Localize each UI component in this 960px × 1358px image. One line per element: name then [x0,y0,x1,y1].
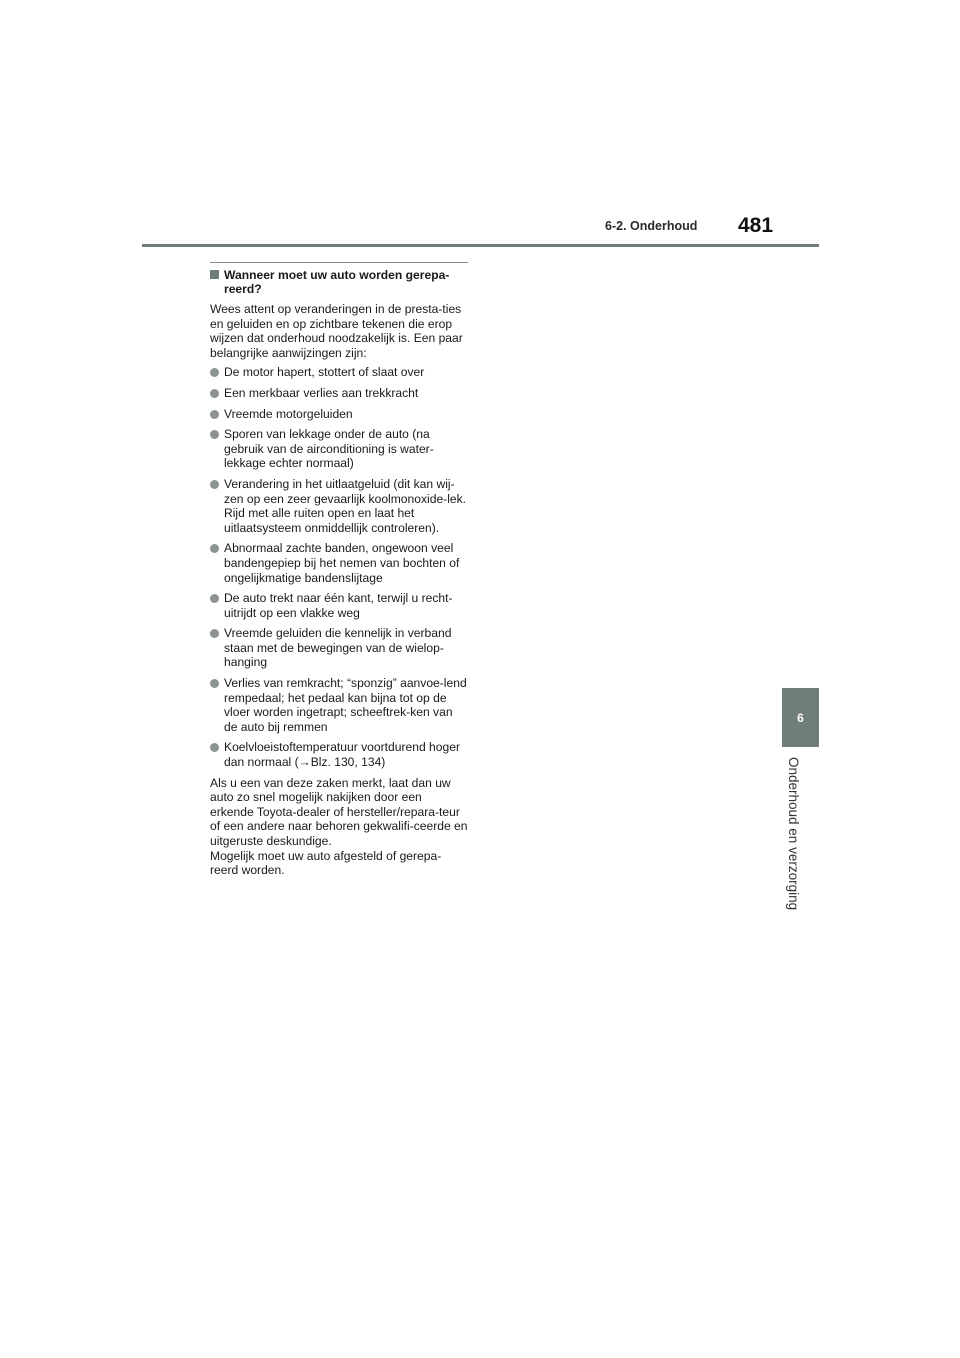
bullet-icon [210,430,219,439]
section-divider [210,262,468,263]
section-header: 6-2. Onderhoud [605,219,698,233]
bullet-icon [210,594,219,603]
closing-paragraph: Als u een van deze zaken merkt, laat dan uw auto zo snel mogelijk nakijken door een erkende Toyota-dealer of hersteller/repara-teur of een andere naar behoren gekwalifi-ceerde en uitgeruste deskundige. [210,775,468,848]
bullet-icon [210,743,219,752]
page-number: 481 [738,214,774,237]
section-heading [210,268,468,296]
list-item: Abnormaal zachte banden, ongewoon veel bandengepiep bij het nemen van bochten of ongelijkmatige bandenslijtage [210,541,468,585]
chapter-title: Onderhoud en verzorging [786,757,801,911]
bullet-icon [210,679,219,688]
square-bullet-icon [210,270,219,279]
bullet-icon [210,480,219,489]
bullet-icon [210,410,219,419]
list-item: Een merkbaar verlies aan trekkracht [210,386,468,401]
header-divider [142,244,819,247]
list-item: Sporen van lekkage onder de auto (na gebruik van de airconditioning is water-lekkage echter normaal) [210,427,468,471]
list-item: De motor hapert, stottert of slaat over [210,365,468,380]
list-item: De auto trekt naar één kant, terwijl u recht-uitrijdt op een vlakke weg [210,591,468,620]
list-item: Verandering in het uitlaatgeluid (dit kan wij-zen op een zeer gevaarlijk koolmonoxide-lek. Rijd met alle ruiten open en laat het uitlaatsysteem onmiddellijk controleren). [210,477,468,535]
closing-note: Mogelijk moet uw auto afgesteld of gerepa-reerd worden. [210,848,442,878]
chapter-tab [782,688,819,747]
list-item: Verlies van remkracht; “sponzig” aanvoe-lend rempedaal; het pedaal kan bijna tot op de vloer worden ingetrapt; scheeftrek-ken van de auto bij remmen [210,676,468,734]
bullet-icon [210,544,219,553]
bullet-icon [210,389,219,398]
chapter-number: 6 [797,710,804,725]
list-item: Koelvloeistoftemperatuur voortdurend hoger dan normaal (→Blz. 130, 134) [210,740,468,769]
symptom-list [210,365,468,769]
bullet-icon [210,629,219,638]
intro-paragraph: Wees attent op veranderingen in de presta-ties en geluiden en op zichtbare tekenen die erop wijzen dat onderhoud noodzakelijk is. Een paar belangrijke aanwijzingen zijn: [210,302,463,360]
section-title: Wanneer moet uw auto worden gerepa-reerd? [224,268,450,296]
bullet-icon [210,368,219,377]
list-item: Vreemde geluiden die kennelijk in verband staan met de bewegingen van de wielop-hanging [210,626,468,670]
content-column [210,262,468,878]
list-item: Vreemde motorgeluiden [210,407,468,422]
